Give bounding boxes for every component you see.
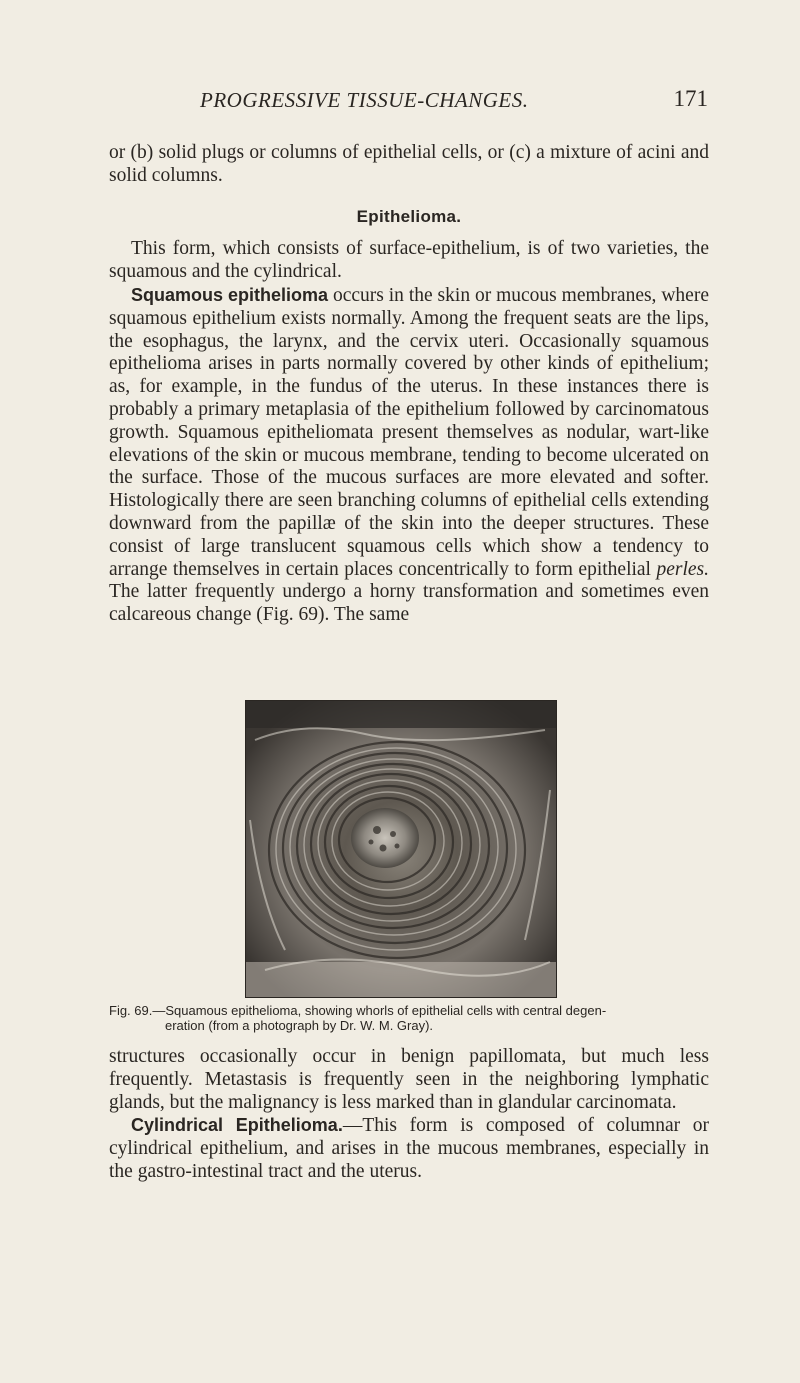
caption-line-2: eration (from a photograph by Dr. W. M. Gray). (165, 1018, 434, 1033)
running-head: PROGRESSIVE TISSUE-CHANGES. (200, 88, 529, 112)
micrograph-image (245, 700, 557, 998)
section-heading: Epithelioma. (356, 206, 462, 226)
intro-paragraph: This form, which consists of surface-epithelium, is of two varieties, the squamous and the cylindrical. (109, 238, 709, 283)
figure-69-micrograph (245, 700, 557, 998)
cylindrical-text: —This form is composed of columnar or cylindrical epithelium, and arises in the mucous membranes, especially in the gastro-intestinal tract and the uterus. (109, 1115, 709, 1182)
cylindrical-paragraph (109, 1114, 709, 1183)
squamous-paragraph (109, 284, 709, 627)
squamous-text-2: The latter frequently undergo a horny transformation and sometimes even calcareous change (Fig. 69). The same (109, 581, 709, 626)
page-number: 171 (673, 86, 708, 111)
caption-line-1: Fig. 69.—Squamous epithelioma, showing whorls of epithelial cells with central degen- (109, 1003, 607, 1018)
continued-paragraph: structures occasionally occur in benign papillomata, but much less frequently. Metastasis is frequently seen in the neighboring lymphatic glands, but the malignancy is less marked than in glandular carcinomata. (109, 1046, 709, 1113)
squamous-run-in-heading: Squamous epithelioma (131, 284, 329, 305)
body-text-lower (109, 1046, 709, 1184)
body-text-upper (109, 142, 709, 627)
perles-term: perles. (656, 558, 709, 580)
top-paragraph: or (b) solid plugs or columns of epithelial cells, or (c) a mixture of acini and solid columns. (109, 142, 709, 186)
page-header (200, 88, 708, 118)
figure-caption (109, 1003, 709, 1033)
squamous-text-1: occurs in the skin or mucous membranes, where squamous epithelium exists normally. Among the frequent seats are the lips, the esophagus, the larynx, and the cervix uteri. Occasionally squamous epithelioma arises in parts normally covered by other kinds of epithelium; as, for example, in the fundus of the uterus. In these instances there is probably a primary metaplasia of the epithelium followed by carcinomatous growth. Squamous epitheliomata present themselves as nodular, wart-like elevations of the skin or mucous membrane, tending to become ulcerated on the surface. Those of the mucous surfaces are more elevated and softer. Histologically there are seen branching columns of epithelial cells extending downward from the papillæ of the skin into the deeper structures. These consist of large translucent squamous cells which show a tendency to arrange themselves in certain places concentrically to form epithelial (109, 284, 709, 580)
cylindrical-run-in-heading: Cylindrical Epithelioma. (131, 1115, 343, 1136)
